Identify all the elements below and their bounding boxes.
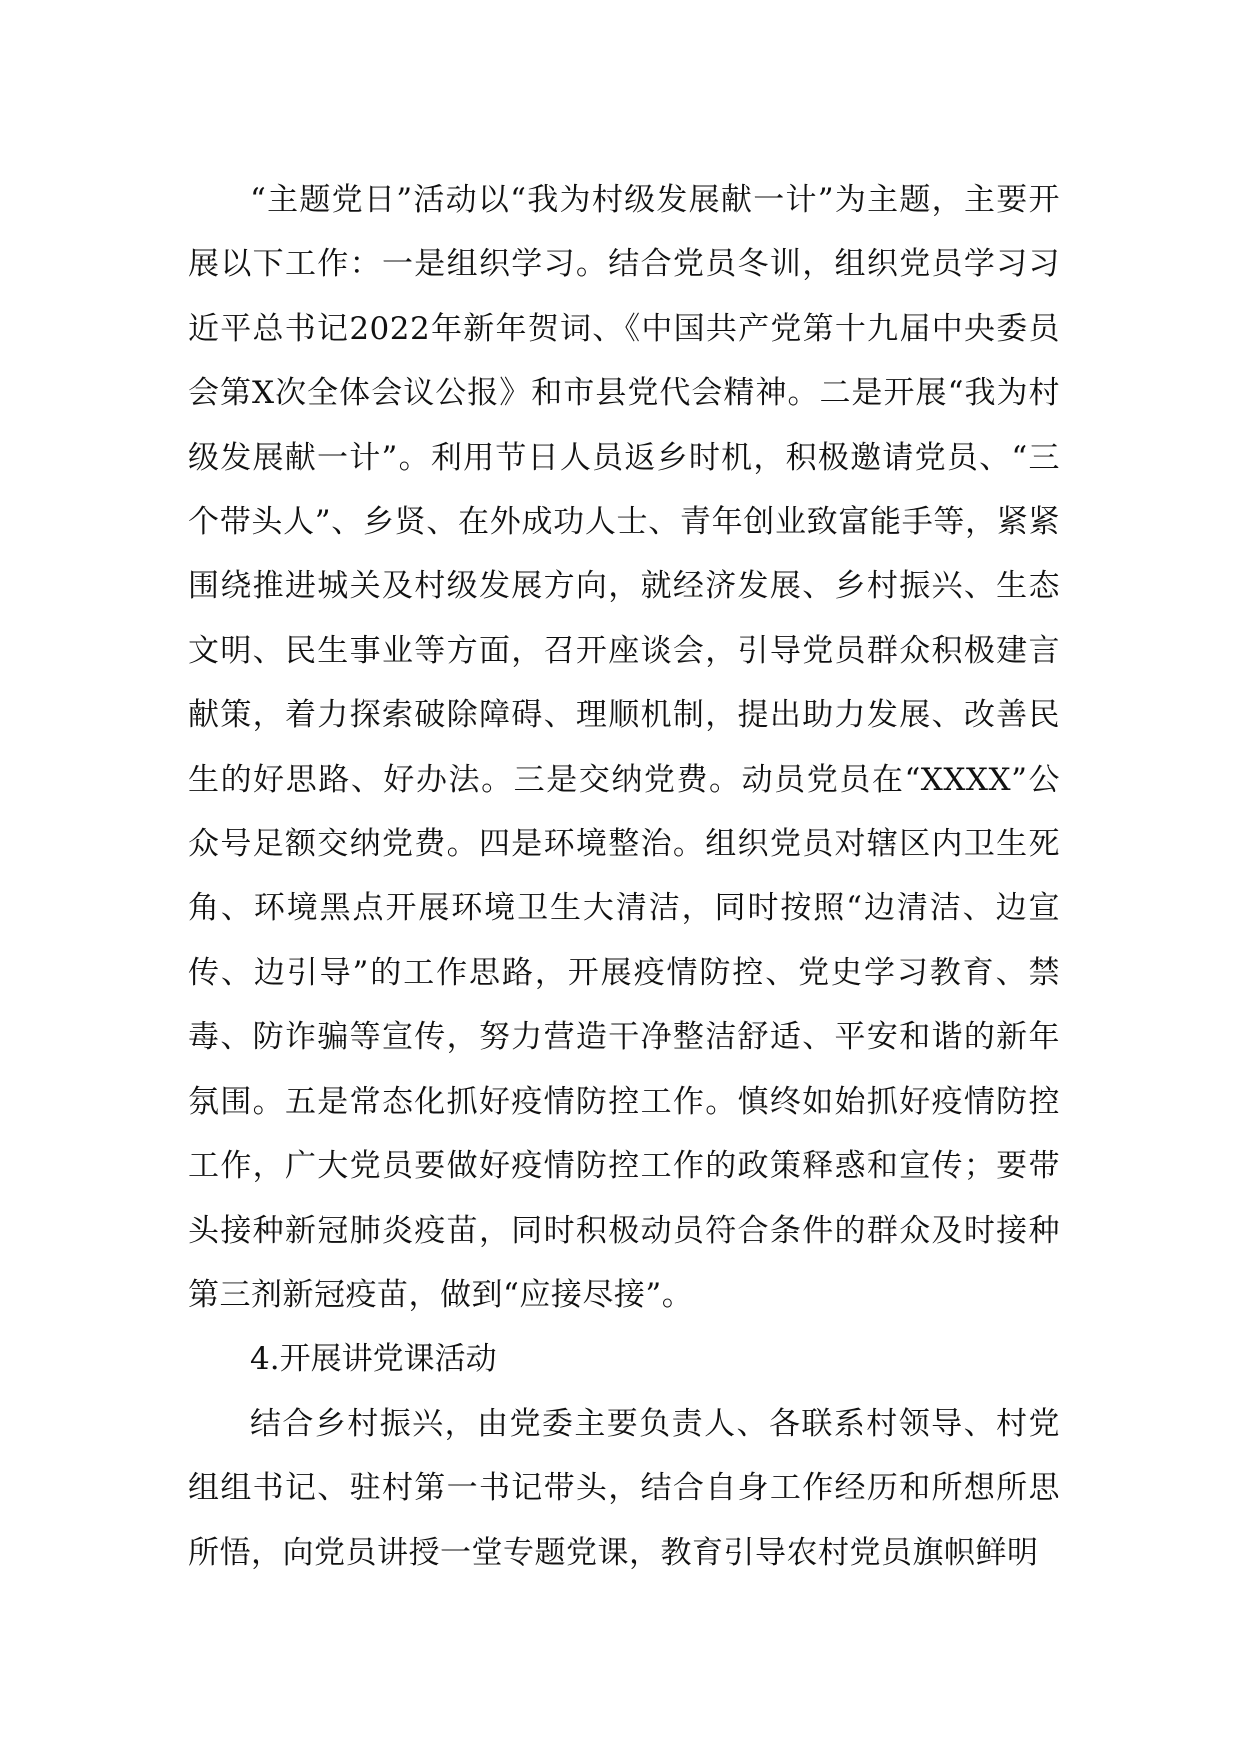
document-body <box>188 168 1060 1585</box>
section-heading-party-lecture: 4.开展讲党课活动 <box>250 1341 497 1378</box>
paragraph-party-lecture: 结合乡村振兴，由党委主要负责人、各联系村领导、村党组组书记、驻村第一书记带头，结合自身工作经历和所想所思所悟，向党员讲授一堂专题党课，教育引导农村党员旗帜鲜明 <box>188 1405 1060 1571</box>
paragraph-theme-party-day: “主题党日”活动以“我为村级发展献一计”为主题，主要开展以下工作：一是组织学习。结合党员冬训，组织党员学习习近平总书记2022年新年贺词、《中国共产党第十九届中央委员会第X次全体会议公报》和市县党代会精神。二是开展“我为村级发展献一计”。利用节日人员返乡时机，积极邀请党员、“三个带头人”、乡贤、在外成功人士、青年创业致富能手等，紧紧围绕推进城关及村级发展方向，就经济发展、乡村振兴、生态文明、民生事业等方面，召开座谈会，引导党员群众积极建言献策，着力探索破除障碍、理顺机制，提出助力发展、改善民生的好思路、好办法。三是交纳党费。动员党员在“XXXX”公众号足额交纳党费。四是环境整治。组织党员对辖区内卫生死角、环境黑点开展环境卫生大清洁，同时按照“边清洁、边宣传、边引导”的工作思路，开展疫情防控、党史学习教育、禁毒、防诈骗等宣传，努力营造干净整洁舒适、平安和谐的新年氛围。五是常态化抓好疫情防控工作。慎终如始抓好疫情防控工作，广大党员要做好疫情防控工作的政策释惑和宣传；要带头接种新冠肺炎疫苗，同时积极动员符合条件的群众及时接种第三剂新冠疫苗，做到“应接尽接”。 <box>188 182 1060 1313</box>
